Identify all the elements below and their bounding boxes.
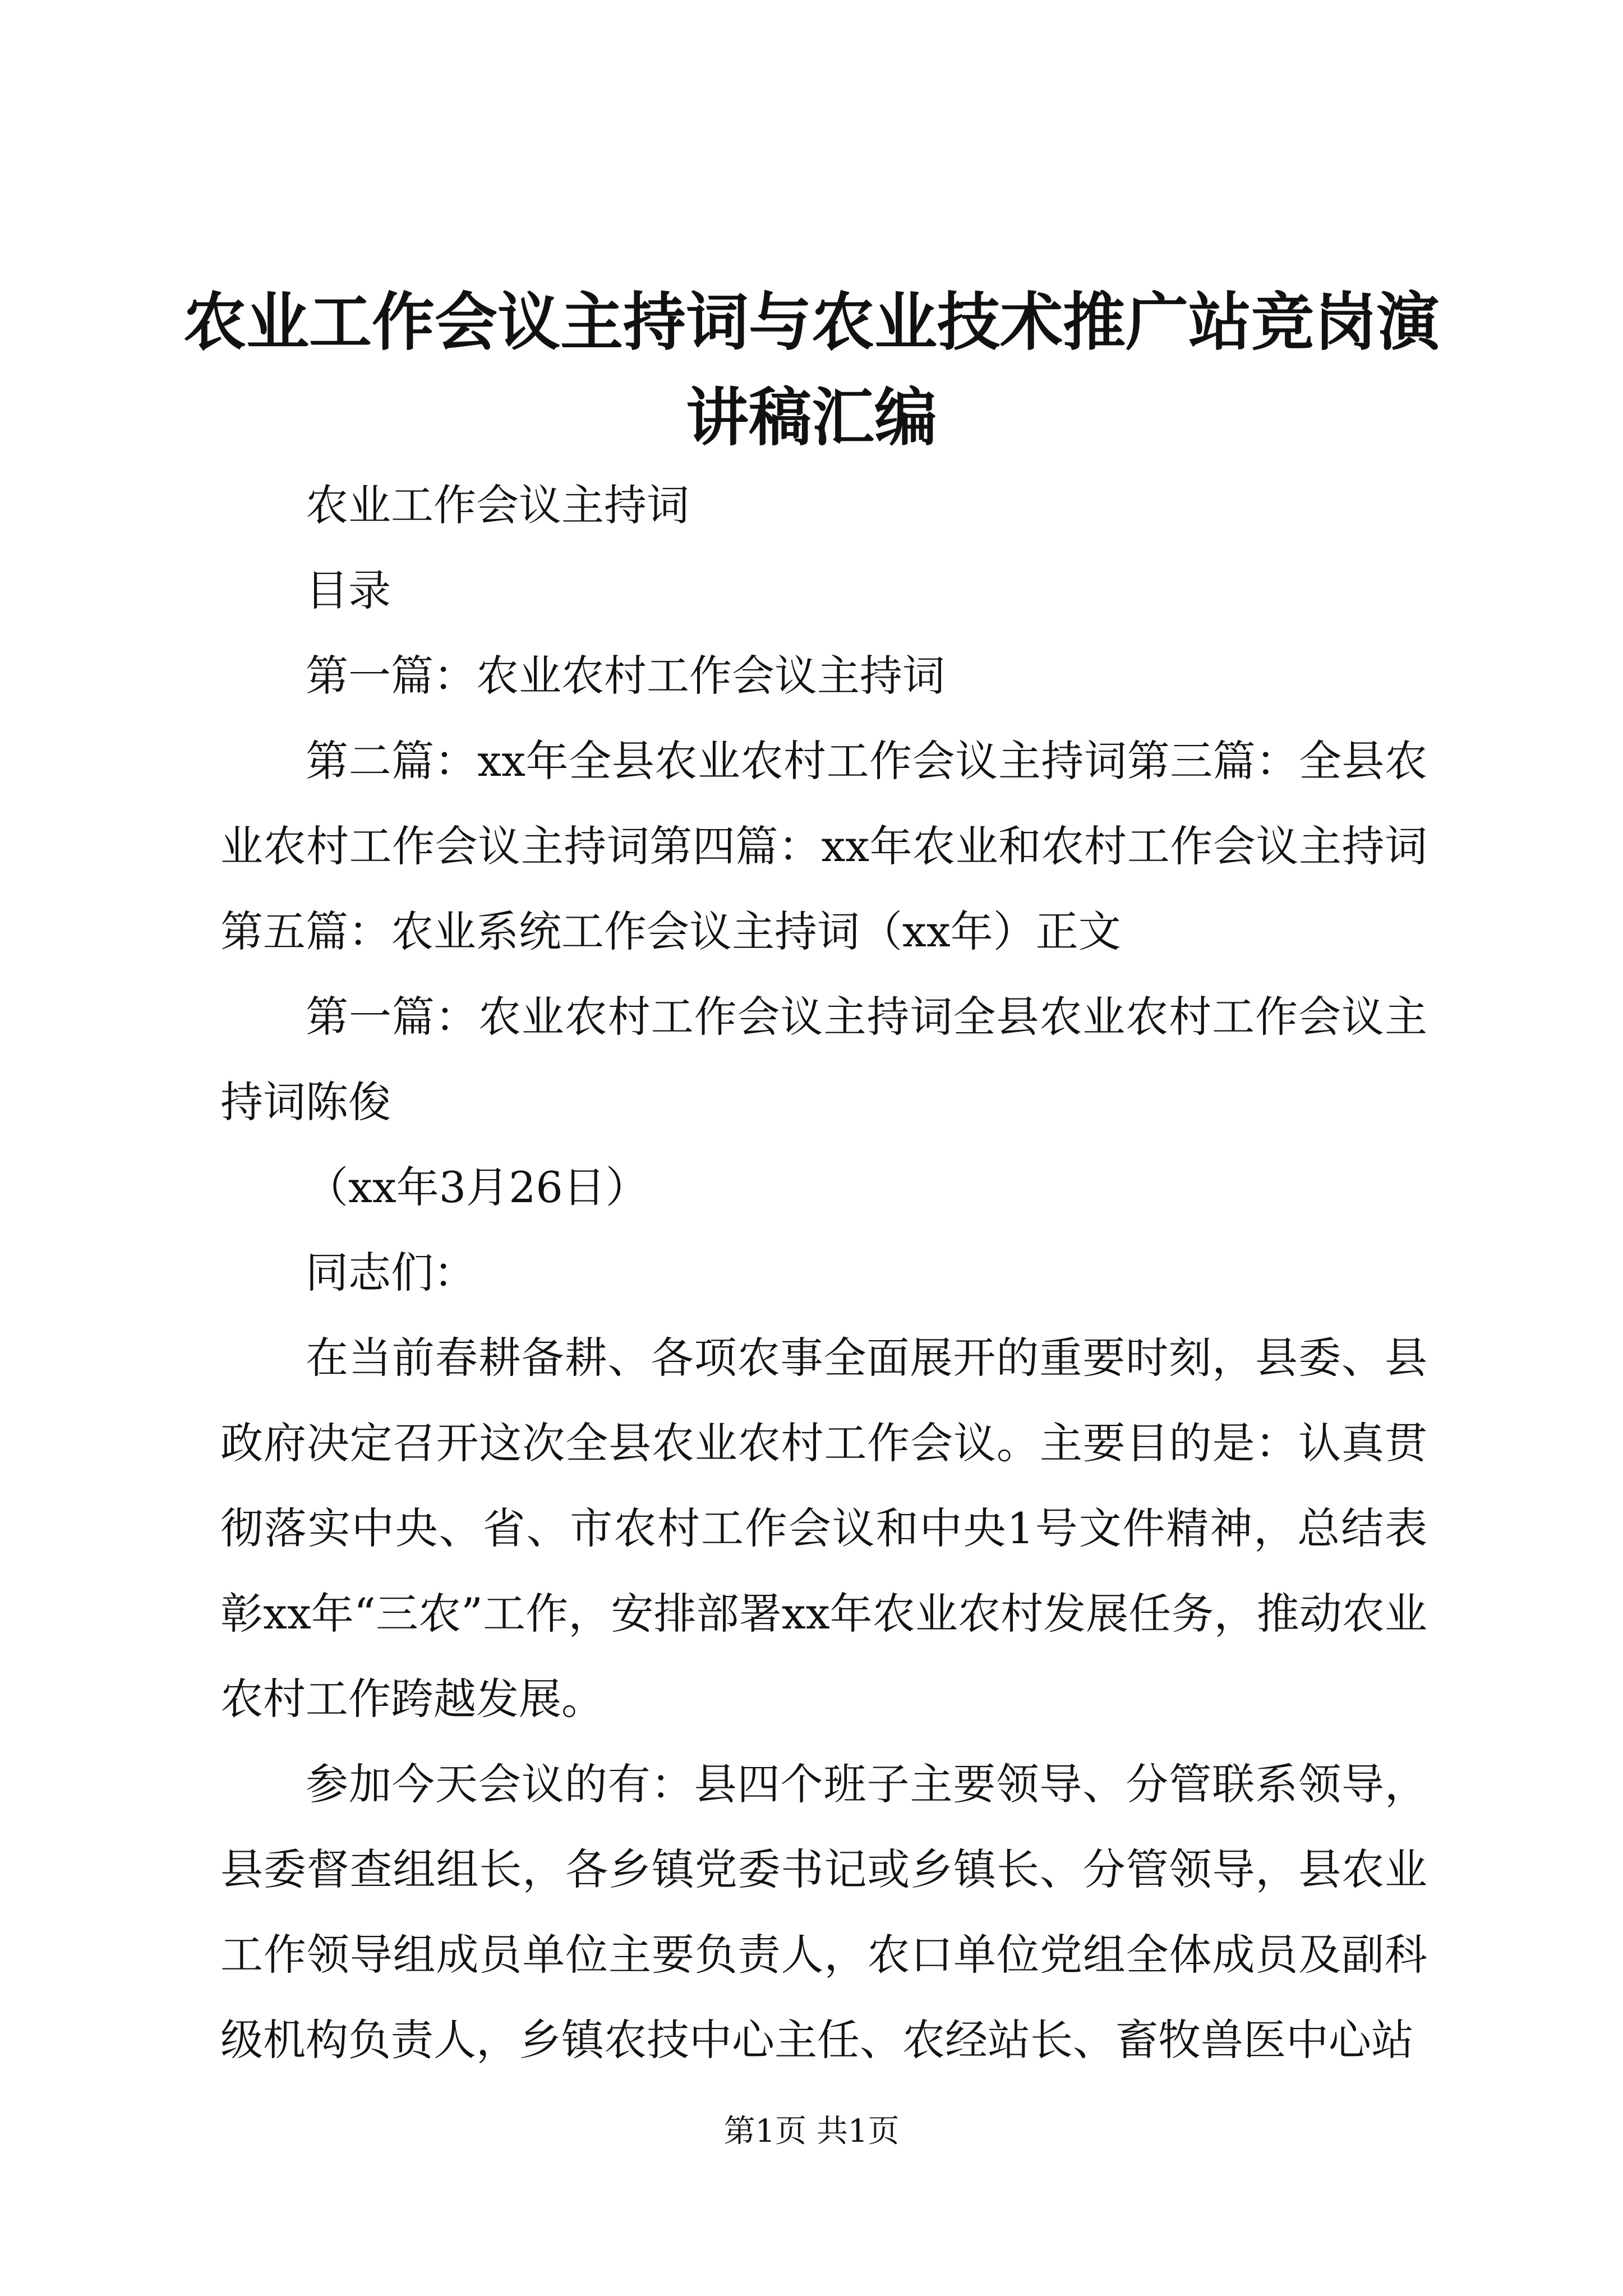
document-title: 农业工作会议主持词与农业技术推广站竞岗演讲稿汇编: [183, 286, 1440, 454]
toc-heading-label: 农业工作会议主持词: [306, 480, 689, 530]
salutation: 同志们：: [306, 1248, 476, 1297]
body-paragraph: 在当前春耕备耕、各项农事全面展开的重要时刻，县委、县政府决定召开这次全县农业农村工作会议。主要目的是：认真贯彻落实中央、省、市农村工作会议和中央1号文件精神，总结表彰xx年“三农”工作，安排部署xx年农业农村发展任务，推动农业农村工作跨越发展。: [220, 1333, 1427, 1724]
section-heading: 第一篇：农业农村工作会议主持词全县农业农村工作会议主持词陈俊: [220, 992, 1427, 1127]
toc-label: 目录: [306, 565, 391, 615]
document-body: [220, 463, 1427, 2083]
body-paragraph: 参加今天会议的有：县四个班子主要领导、分管联系领导，县委督查组组长，各乡镇党委书记或乡镇长、分管领导，县农业工作领导组成员单位主要负责人，农口单位党组全体成员及副科级机构负责人，乡镇农技中心主任、农经站长、畜牧兽医中心站: [220, 1759, 1427, 2065]
speech-date: （xx年3月26日）: [306, 1162, 648, 1212]
toc-items-2-5: 第二篇：xx年全县农业农村工作会议主持词第三篇：全县农业农村工作会议主持词第四篇：xx年农业和农村工作会议主持词第五篇：农业系统工作会议主持词（xx年）正文: [220, 736, 1427, 956]
page-footer: 第1页 共1页: [723, 2113, 900, 2150]
toc-item-1: 第一篇：农业农村工作会议主持词: [306, 651, 945, 701]
